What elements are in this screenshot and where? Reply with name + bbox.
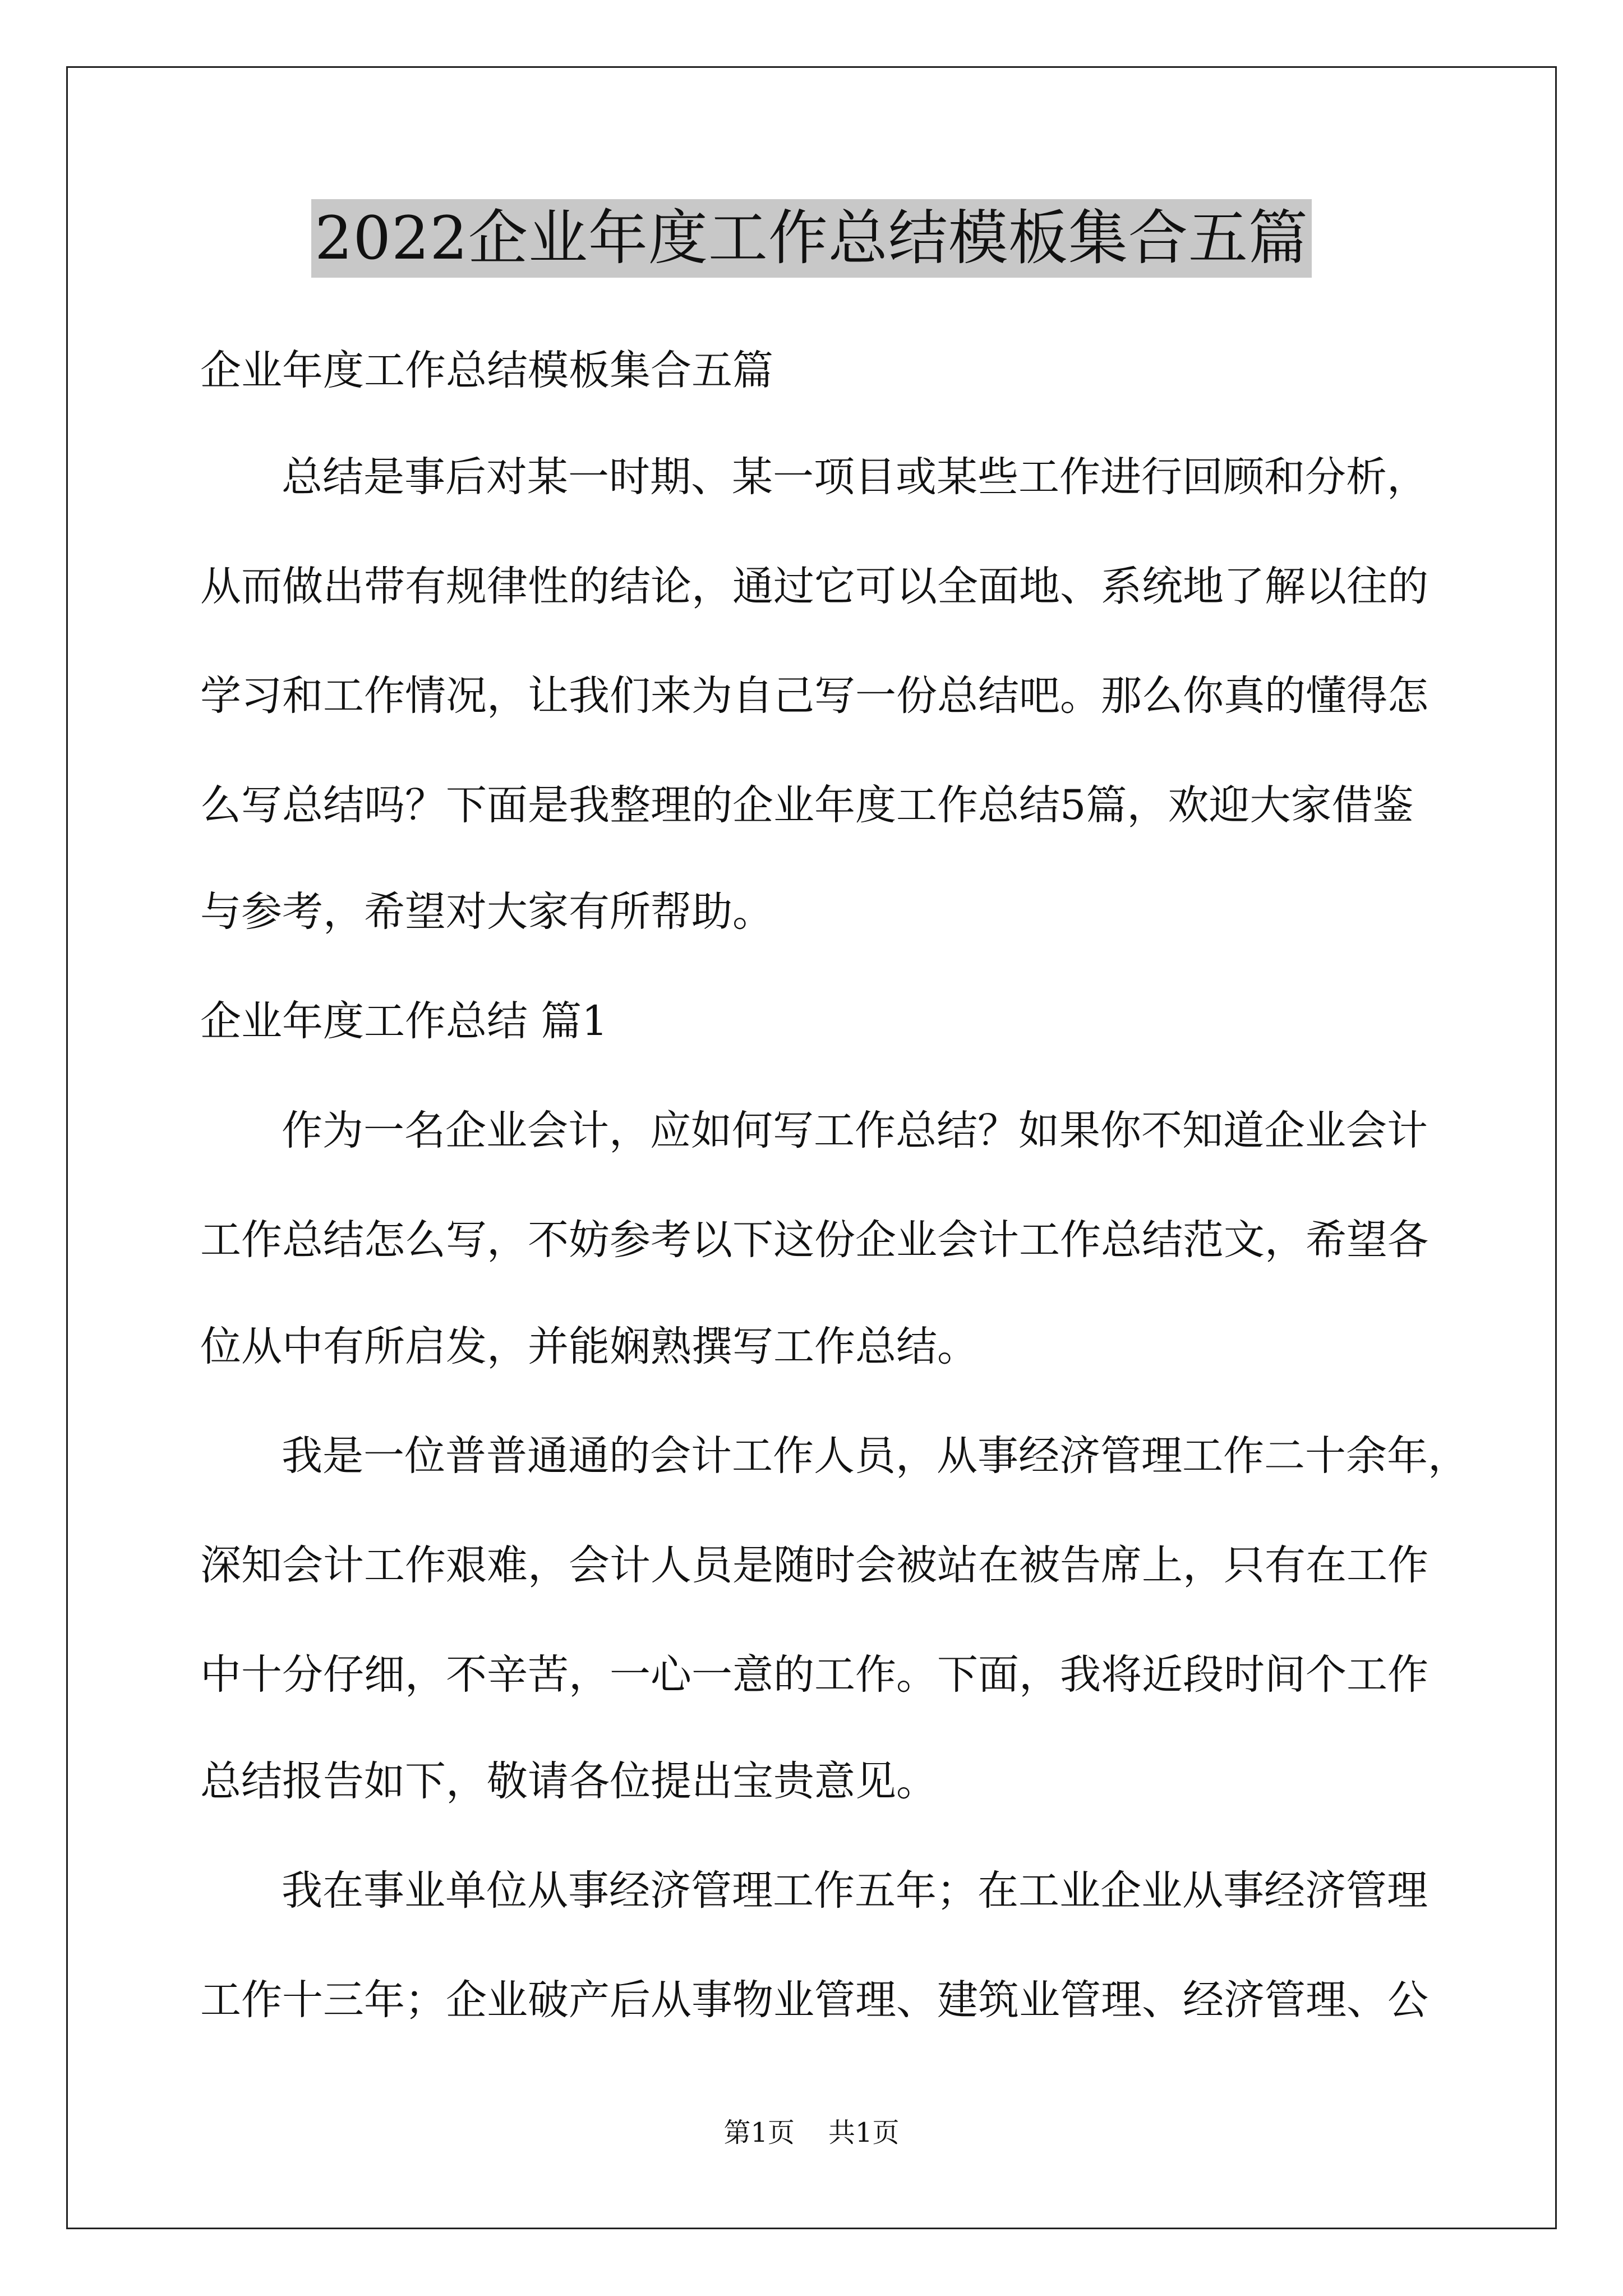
page-number: 第1页 — [723, 2117, 795, 2148]
section-heading: 企业年度工作总结 篇1 — [200, 997, 608, 1045]
document-title: 2022企业年度工作总结模板集合五篇 — [311, 199, 1312, 278]
paragraph-line: 位从中有所启发，并能娴熟撰写工作总结。 — [200, 1323, 978, 1370]
paragraph-line: 工作十三年；企业破产后从事物业管理、建筑业管理、经济管理、公 — [200, 1976, 1428, 2024]
paragraph-line: 我在事业单位从事经济管理工作五年；在工业企业从事经济管理 — [282, 1867, 1428, 1915]
paragraph-line: 么写总结吗？下面是我整理的企业年度工作总结5篇，欢迎大家借鉴 — [200, 781, 1414, 829]
paragraph-line: 从而做出带有规律性的结论，通过它可以全面地、系统地了解以往的 — [200, 563, 1428, 610]
paragraph-line: 总结是事后对某一时期、某一项目或某些工作进行回顾和分析， — [282, 453, 1428, 501]
title-wrap — [0, 199, 1623, 278]
paragraph-line: 工作总结怎么写，不妨参考以下这份企业会计工作总结范文，希望各 — [200, 1216, 1428, 1264]
subtitle-line: 企业年度工作总结模板集合五篇 — [200, 347, 773, 394]
paragraph-line: 深知会计工作艰难，会计人员是随时会被站在被告席上，只有在工作 — [200, 1542, 1428, 1589]
paragraph-line: 作为一名企业会计，应如何写工作总结？如果你不知道企业会计 — [282, 1107, 1428, 1154]
paragraph-line: 我是一位普普通通的会计工作人员，从事经济管理工作二十余年， — [282, 1432, 1469, 1480]
page-total: 共1页 — [828, 2117, 900, 2148]
page-footer — [0, 2116, 1623, 2150]
paragraph-line: 总结报告如下，敬请各位提出宝贵意见。 — [200, 1757, 937, 1805]
paragraph-line: 中十分仔细，不辛苦，一心一意的工作。下面，我将近段时间个工作 — [200, 1651, 1428, 1699]
paragraph-line: 学习和工作情况，让我们来为自己写一份总结吧。那么你真的懂得怎 — [200, 672, 1428, 720]
paragraph-line: 与参考，希望对大家有所帮助。 — [200, 888, 773, 936]
